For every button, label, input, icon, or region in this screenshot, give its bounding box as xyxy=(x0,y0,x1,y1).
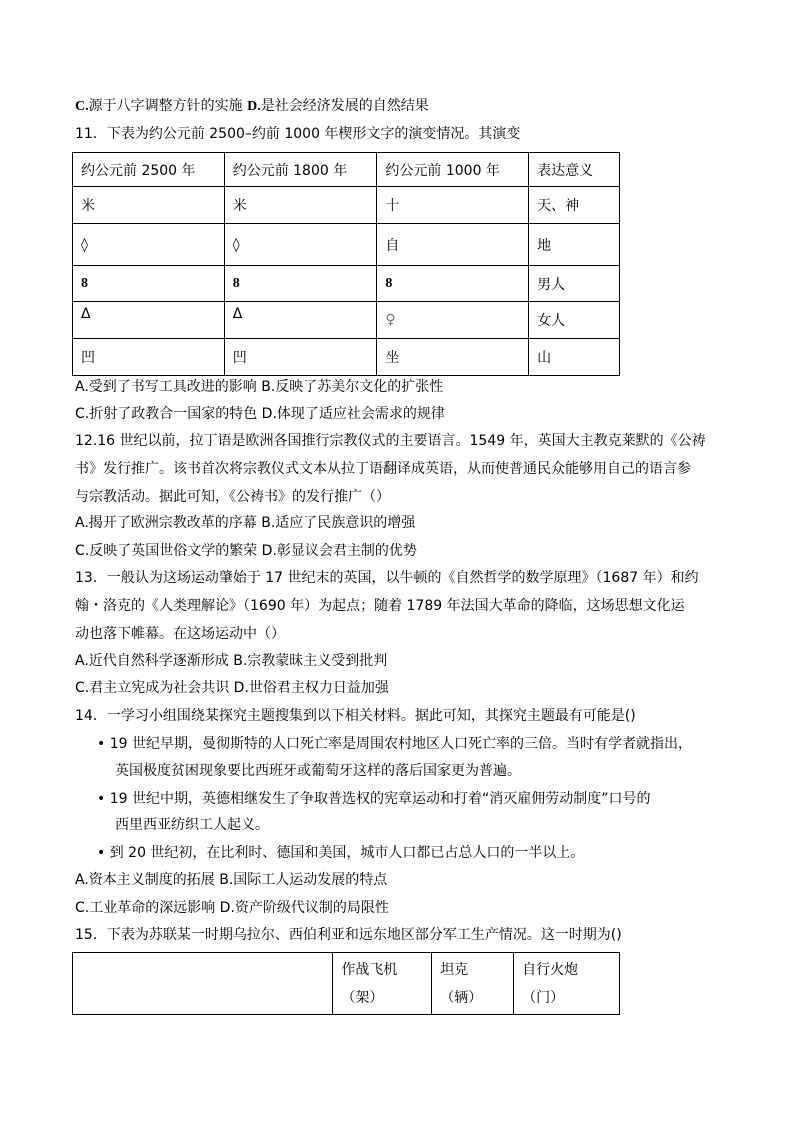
column-unit: （门） xyxy=(522,989,565,1006)
q14-options-cd: C.工业革命的深远影响 D.资产阶级代议制的局限性 xyxy=(75,900,389,916)
q12-stem-line: 12.16 世纪以前，拉丁语是欧洲各国推行宗教仪式的主要语言。1549 年，英国大主教克莱默的《公祷 xyxy=(75,433,706,449)
table-header-cell xyxy=(73,953,333,1015)
q11-options-cd: C.折射了政教合一国家的特色 D.体现了适应社会需求的规律 xyxy=(75,406,445,422)
table-cell: 天、神 xyxy=(529,187,620,224)
table-cell: 8 xyxy=(377,266,529,302)
q15-table xyxy=(72,952,620,1015)
q14-bullet-1-line-2: 英国极度贫困现象要比西班牙或葡萄牙这样的落后国家更为普遍。 xyxy=(115,763,521,779)
table-header-cell: 表达意义 xyxy=(529,153,620,187)
q13-stem-line: 动也落下帷幕。在这场运动中（） xyxy=(75,626,285,642)
q13-options-cd: C.君主立宪成为社会共识 D.世俗君主权力日益加强 xyxy=(75,680,389,696)
option-label: C. xyxy=(75,99,89,114)
q14-options-ab: A.资本主义制度的拓展 B.国际工人运动发展的特点 xyxy=(75,872,388,888)
column-name: 坦克 xyxy=(440,961,469,978)
table-header-cell xyxy=(514,953,620,1015)
q14-bullet-1-line-1: • 19 世纪早期，曼彻斯特的人口死亡率是周围农村地区人口死亡率的三倍。当时有学者就指出， xyxy=(97,736,692,752)
table-cell: Δ xyxy=(73,302,225,339)
q10-options-cd xyxy=(75,96,429,117)
q14-bullet-3: • 到 20 世纪初，在比利时、德国和美国，城市人口都已占总人口的一半以上。 xyxy=(97,845,585,861)
table-header-cell xyxy=(432,953,514,1015)
q11-options-ab: A.受到了书写工具改进的影响 B.反映了苏美尔文化的扩张性 xyxy=(75,379,444,395)
q14-bullet-2-line-1: • 19 世纪中期，英德相继发生了争取普选权的宪章运动和打着“消灭雇佣劳动制度”口号的 xyxy=(97,791,651,807)
table-header-row xyxy=(73,953,620,1015)
table-cell: ◊ xyxy=(73,224,225,266)
q13-options-ab: A.近代自然科学逐渐形成 B.宗教蒙昧主义受到批判 xyxy=(75,653,388,669)
column-name: 作战飞机 xyxy=(341,961,398,978)
q12-stem-line: 书》发行推广。该书首次将宗教仪式文本从拉丁语翻译成英语，从而使普通民众能够用自己的语言参 xyxy=(75,461,691,477)
column-unit: （架） xyxy=(341,989,384,1006)
q12-stem-line: 与宗教活动。据此可知，《公祷书》的发行推广（） xyxy=(75,489,390,505)
table-row xyxy=(73,339,620,376)
table-cell: 男人 xyxy=(529,266,620,302)
table-cell: 米 xyxy=(73,187,225,224)
q14-bullet-2-line-2: 西里西亚纺织工人起义。 xyxy=(115,817,269,833)
column-name: 自行火炮 xyxy=(522,961,579,978)
table-header-cell xyxy=(333,953,432,1015)
table-header-cell: 约公元前 2500 年 xyxy=(73,153,225,187)
table-cell: Δ xyxy=(224,302,377,339)
table-header-row xyxy=(73,153,620,187)
table-row xyxy=(73,266,620,302)
column-unit: （辆） xyxy=(440,989,483,1006)
option-label: D. xyxy=(247,99,261,114)
table-row xyxy=(73,224,620,266)
table-cell: 凹 xyxy=(73,339,225,376)
table-cell: 8 xyxy=(224,266,377,302)
q13-stem-line: 13．一般认为这场运动肇始于 17 世纪末的英国，以牛顿的《自然哲学的数学原理》（1687 年）和约 xyxy=(75,570,699,586)
table-cell: 米 xyxy=(224,187,377,224)
table-cell: 凹 xyxy=(224,339,377,376)
table-cell: 十 xyxy=(377,187,529,224)
table-cell: 地 xyxy=(529,224,620,266)
table-cell: 女人 xyxy=(529,302,620,339)
table-header-cell: 约公元前 1800 年 xyxy=(224,153,377,187)
option-text: 是社会经济发展的自然结果 xyxy=(260,98,429,114)
q11-table xyxy=(72,152,620,376)
q13-stem-line: 翰・洛克的《人类理解论》（1690 年）为起点；随着 1789 年法国大革命的降临，这场思想文化运 xyxy=(75,598,685,614)
q11-stem: 11．下表为约公元前 2500–约前 1000 年楔形文字的演变情况。其演变 xyxy=(75,126,521,142)
q14-stem: 14．一学习小组围绕某探究主题搜集到以下相关材料。据此可知，其探究主题最有可能是() xyxy=(75,708,636,724)
q12-options-ab: A.揭开了欧洲宗教改革的序幕 B.适应了民族意识的增强 xyxy=(75,515,416,531)
table-cell: 山 xyxy=(529,339,620,376)
q15-stem: 15．下表为苏联某一时期乌拉尔、西伯利亚和远东地区部分军工生产情况。这一时期为() xyxy=(75,927,622,943)
table-row xyxy=(73,187,620,224)
table-cell: 坐 xyxy=(377,339,529,376)
table-cell: ◊ xyxy=(224,224,377,266)
table-header-cell: 约公元前 1000 年 xyxy=(377,153,529,187)
table-cell: 8 xyxy=(73,266,225,302)
table-cell: 自 xyxy=(377,224,529,266)
q12-options-cd: C.反映了英国世俗文学的繁荣 D.彰显议会君主制的优势 xyxy=(75,543,417,559)
table-row xyxy=(73,302,620,339)
table-cell: ♀ xyxy=(377,302,529,339)
option-text: 源于八字调整方针的实施 xyxy=(88,98,243,114)
